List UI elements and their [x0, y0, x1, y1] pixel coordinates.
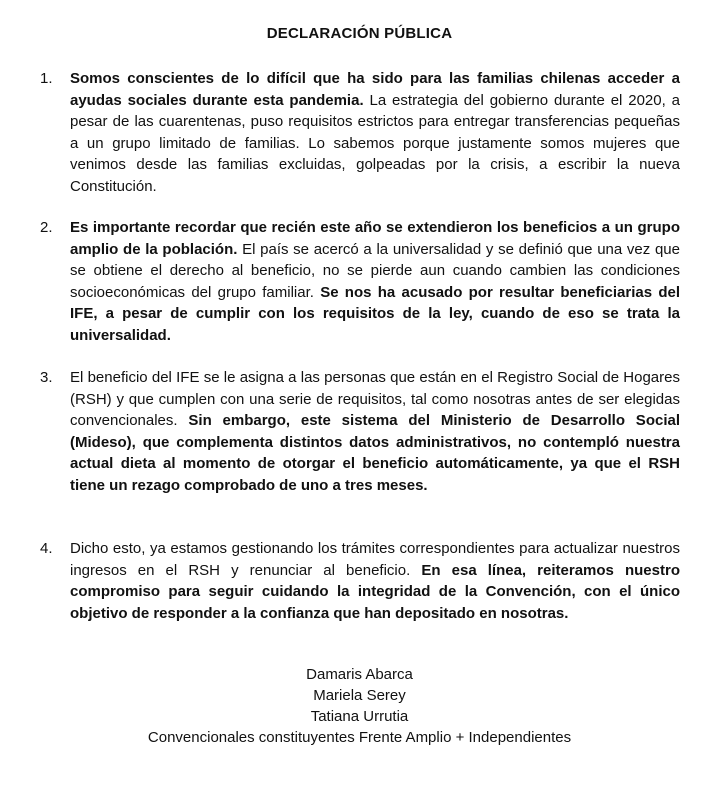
- item-bold-close: Sin embargo, este sistema del Ministerio de Desarrollo Social (Mideso), que complementa distintos datos administrativos, no contempló nuestra actual dieta al momento de otorgar el beneficio automáticamente, ya que el RSH tiene un rezago comprobado de uno a tres meses.: [70, 412, 680, 494]
- item-text: [70, 68, 680, 197]
- item-bold-lead: Somos conscientes de lo difícil que ha sido para las familias chilenas acceder a ayudas sociales durante esta pandemia.: [70, 70, 680, 109]
- declaration-item-2: [40, 217, 680, 346]
- item-number: 4.: [40, 540, 53, 557]
- signatory-name: Tatiana Urrutia: [310, 708, 409, 725]
- item-body: El beneficio del IFE se le asigna a las personas que están en el Registro Social de Hogares (RSH) y que cumplen con una serie de requisitos, tal como nosotras antes de ser elegidas convencionales.: [70, 369, 680, 429]
- signatory-name: Damaris Abarca: [306, 666, 413, 683]
- item-text: [70, 217, 680, 346]
- item-bold-close: Se nos ha acusado por resultar beneficiarias del IFE, a pesar de cumplir con los requisitos de la ley, cuando de eso se trata la universalidad.: [70, 283, 680, 344]
- declaration-item-1: [40, 68, 680, 197]
- item-text: [70, 367, 680, 496]
- item-number: 2.: [40, 219, 53, 236]
- declaration-item-3: [40, 367, 680, 496]
- item-body: Dicho esto, ya estamos gestionando los trámites correspondientes para actualizar nuestros ingresos en el RSH y renunciar al beneficio.: [70, 540, 680, 579]
- signatory-name: Mariela Serey: [313, 687, 406, 704]
- item-bold-close: En esa línea, reiteramos nuestro compromiso para seguir cuidando la integridad de la Convención, con el único objetivo de responder a la confianza que han depositado en nosotras.: [70, 561, 680, 622]
- declaration-item-4: [40, 538, 680, 624]
- item-bold-lead: Es importante recordar que recién este año se extendieron los beneficios a un grupo amplio de la población.: [70, 219, 680, 258]
- item-number: 3.: [40, 369, 53, 386]
- item-body: El país se acercó a la universalidad y se definió que una vez que se obtiene el derecho al beneficio, no se pierde aun cuando cambien las condiciones socioeconómicas del grupo familiar.: [70, 240, 680, 301]
- signature-block: [0, 664, 719, 748]
- item-number: 1.: [40, 70, 53, 87]
- item-text: [70, 538, 680, 624]
- item-body: La estrategia del gobierno durante el 2020, a pesar de las cuarentenas, puso requisitos estrictos para entregar transferencias pequeñas a un grupo limitado de familias. Lo sabemos porque justamente somos mujeres que venimos desde las familias excluidas, golpeadas por la crisis, a escribir la nueva Constitución.: [70, 91, 680, 195]
- signatory-affiliation: Convencionales constituyentes Frente Amplio + Independientes: [147, 729, 572, 746]
- document-title: DECLARACIÓN PÚBLICA: [266, 25, 453, 42]
